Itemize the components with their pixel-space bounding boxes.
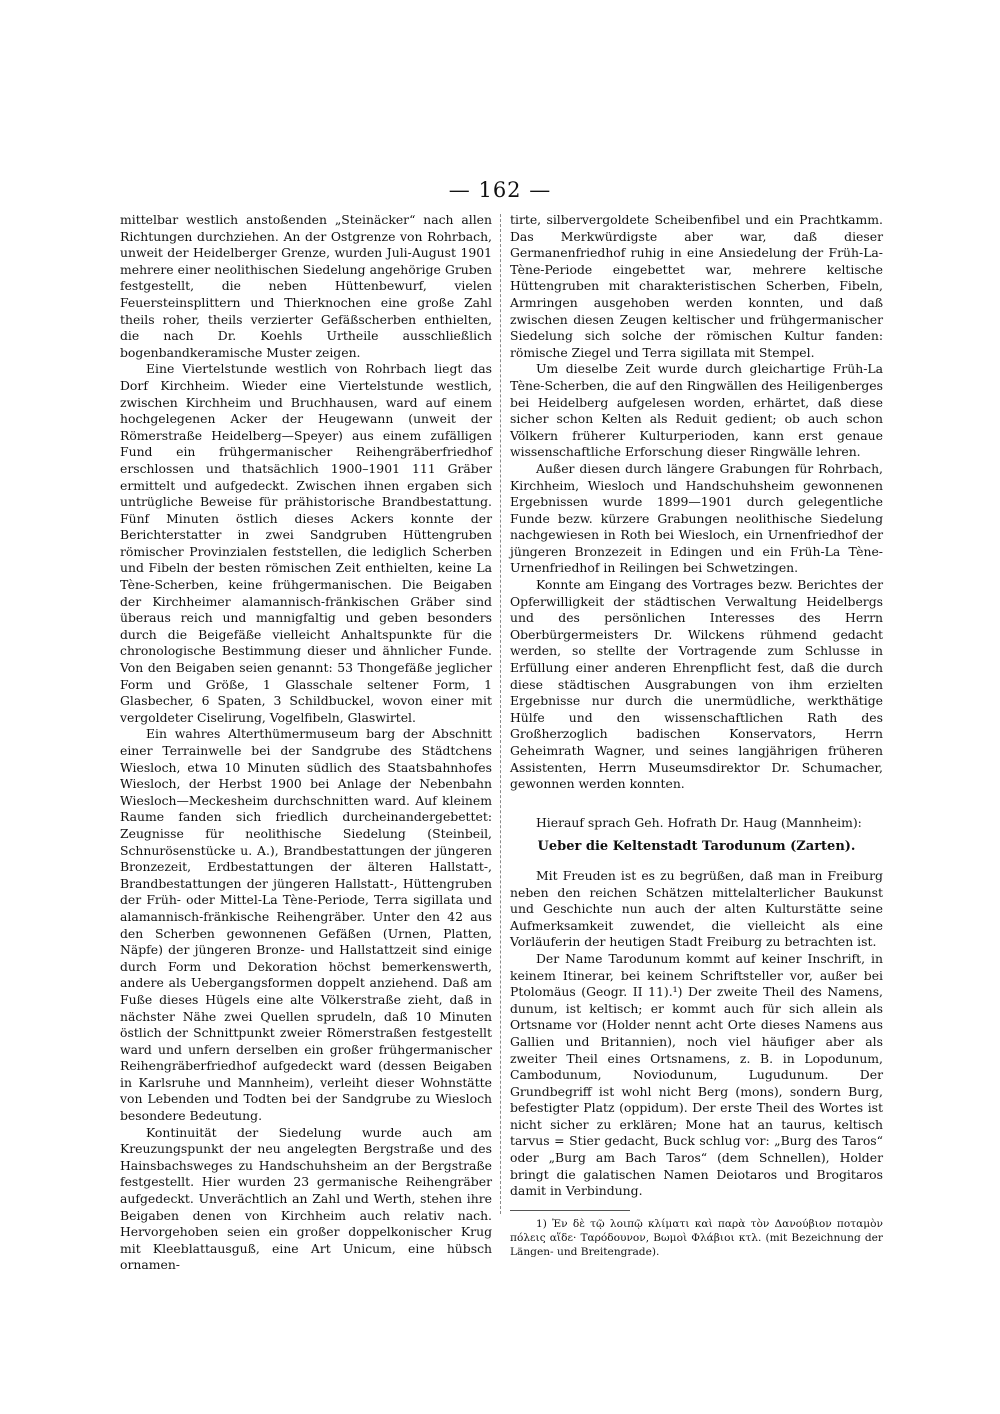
right-column [510, 212, 883, 1259]
paragraph: Um dieselbe Zeit wurde durch gleichartige Früh-La Tène-Scherben, die auf den Ringwällen des Heiligenberges bei Heidelberg aufgelesen worden, erhärtet, daß diese sicher schon Kelten als Reduit gedient; ob auch schon Völkern früherer Kulturperioden, kann erst genaue wissenschaftliche Erforschung dieser Ringwälle lehren. [510, 361, 883, 460]
paragraph: tirte, silbervergoldete Scheibenfibel und ein Prachtkamm. Das Merkwürdigste aber war, daß dieser Germanenfriedhof ruhig in eine Ansiedelung der Früh-La-Tène-Periode eingebettet war, mehrere keltische Hüttengruben mit charakteristischen Scherben, Fibeln, Armringen ausgehoben werden konnten, und daß zwischen diesen Zeugen keltischer und frühgermanischer Siedelung sich solche der römischen Kultur fanden: römische Ziegel und Terra sigillata mit Stempel. [510, 212, 883, 360]
left-column [120, 212, 492, 1274]
column-divider [500, 214, 501, 1214]
paragraph: mittelbar westlich anstoßenden „Steinäcker“ nach allen Richtungen durchziehen. An der Ostgrenze von Rohrbach, unweit der Heidelberger Grenze, wurden Juli-August 1901 mehrere einer neolithischen Siedelung angehörige Gruben festgestellt, die neben Hüttenbewurf, vielen Feuersteinsplittern und Thierknochen eine große Zahl theils roher, theils verzierter Gefäßscherben enthielten, die nach Dr. Koehls Urtheile ausschließlich bogenbandkeramische Muster zeigen. [120, 212, 492, 360]
section-heading: Ueber die Keltenstadt Tarodunum (Zarten). [537, 839, 856, 855]
footnote: 1) Ἐν δὲ τῷ λοιπῷ κλίματι καὶ παρὰ τὸν Δανούβιον ποταμὸν πόλεις αἵδε· Ταρόδουνον, Βωμοὶ Φλάβιοι κτλ. (mit Bezeichnung der Längen- und Breitengrade). [510, 1217, 883, 1258]
paragraph: Außer diesen durch längere Grabungen für Rohrbach, Kirchheim, Wiesloch und Handschuhsheim gewonnenen Ergebnissen wurde 1899—1901 durch gelegentliche Funde bezw. kürzere Grabungen neolithische Siedelung nachgewiesen in Roth bei Wiesloch, ein Urnenfriedhof der jüngeren Bronzezeit in Edingen und ein Früh-La Tène-Urnenfriedhof in Reilingen bei Schwetzingen. [510, 460, 883, 576]
paragraph: Der Name Tarodunum kommt auf keiner Inschrift, in keinem Itinerar, bei keinem Schriftsteller vor, außer bei Ptolomäus (Geogr. II 11).¹) Der zweite Theil des Namens, dunum, ist keltisch; er kommt auch für sich allein als Ortsname vor (Holder nennt acht Orte dieses Namens aus Gallien und Britannien), noch viel häufiger aber als zweiter Theil eines Ortsnamens, z. B. in Lopodunum, Cambodunum, Noviodunum, Lugudunum. Der Grundbegriff ist wohl nicht Berg (mons), sondern Burg, befestigter Platz (oppidum). Der erste Theil des Wortes ist nicht sicher zu erklären; Mone hat an taurus, keltisch tarvus = Stier gedacht, Buck schlug vor: „Burg des Taros“ oder „Burg am Bach Taros“ (dem Schnellen), Holder bringt die galatischen Namen Deiotaros und Brogitaros damit in Verbindung. [510, 950, 883, 1199]
paragraph: Eine Viertelstunde westlich von Rohrbach liegt das Dorf Kirchheim. Wieder eine Viertelstunde westlich, zwischen Kirchheim und Bruchhausen, ward auf einem hochgelegenen Acker der Heugewann (unweit der Römerstraße Heidelberg—Speyer) aus einem zufälligen Fund ein frühgermanischer Reihengräberfriedhof erschlossen und thatsächlich 1900–1901 111 Gräber ermittelt und aufgedeckt. Zwischen ihnen ergaben sich untrügliche Beweise für prähistorische Brandbestattung. Fünf Minuten östlich dieses Ackers konnte der Berichterstatter in zwei Sandgruben Hüttengruben römischer Provinzialen feststellen, die lediglich Scherben und Fibeln der besten römischen Zeit enthielten, keine La Tène-Scherben, keine frühgermanischen. Die Beigaben der Kirchheimer alamannisch-fränkischen Gräber sind überaus reich und mannigfaltig und geben besonders durch die Beigefäße vielleicht Anhaltspunkte für die chronologische Bestimmung dieser und ähnlicher Funde. Von den Beigaben seien genannt: 53 Thongefäße jeglicher Form und Größe, 1 Glasschale seltener Form, 1 Glasbecher, 6 Spaten, 3 Schildbuckel, wovon einer mit vergoldeter Ciselirung, Vogelfibeln, Glaswirtel. [120, 361, 492, 725]
paragraph: Mit Freuden ist es zu begrüßen, daß man in Freiburg neben den reichen Schätzen mittelalterlicher Baukunst und Geschichte nun auch der alten Kulturstätte seine Aufmerksamkeit zuwendet, die vielleicht als eine Vorläuferin der heutigen Stadt Freiburg zu betrachten ist. [510, 867, 883, 950]
paragraph: Konnte am Eingang des Vortrages bezw. Berichtes der Opferwilligkeit der städtischen Verwaltung Heidelbergs und des persönlichen Interesses des Herrn Oberbürgermeisters Dr. Wilckens rühmend gedacht werden, so stellte der Vortragende zum Schlusse in Erfüllung einer anderen Ehrenpflicht fest, daß die durch diese städtischen Ausgrabungen von ihm erzielten Ergebnisse nur durch die unermüdliche, werkthätige Hülfe und den wissenschaftlichen Rath des Großherzoglich badischen Konservators, Herrn Geheimrath Wagner, und seines langjährigen früheren Assistenten, Herrn Museumsdirektor Dr. Schumacher, gewonnen werden konnten. [510, 577, 883, 792]
footnote-rule [510, 1210, 630, 1211]
section-spacer [510, 793, 883, 815]
page-number: — 162 — [448, 178, 552, 202]
paragraph: Ein wahres Alterthümermuseum barg der Abschnitt einer Terrainwelle bei der Sandgrube des Städtchens Wiesloch, etwa 10 Minuten südlich des Staatsbahnhofes Wiesloch, der Herbst 1900 bei Anlage der Nebenbahn Wiesloch—Meckesheim durchschnitten ward. Auf kleinem Raume fanden sich friedlich durcheinandergebettet: Zeugnisse für neolithische Siedelung (Steinbeil, Schnurösenstücke u. A.), Brandbestattungen der jüngeren Bronzezeit, Erdbestattungen der älteren Hallstatt-, Brandbestattungen der jüngeren Hallstatt-, Hüttengruben der Früh- oder Mittel-La Tène-Periode, Terra sigillata und alamannisch-fränkische Reihengräber. Unter den 42 aus den Scherben gewonnenen Gefäßen (Urnen, Platten, Näpfe) der jüngeren Bronze- und Hallstattzeit sind einige durch Form und Dekoration höchst bemerkenswerth, andere als Uebergangsformen doppelt anziehend. Daß am Fuße dieses Hügels eine alte Völkerstraße zieht, daß in nächster Nähe zwei Quellen sprudeln, daß 10 Minuten östlich der Schnittpunkt zweier Römerstraßen festgestellt ward und unfern derselben ein großer frühgermanischer Reihengräberfriedhof aufgedeckt ward (dessen Beigaben in Karlsruhe und Mannheim), verleiht dieser Wohnstätte von Lebenden und Todten bei der Sandgrube zu Wiesloch besondere Bedeutung. [120, 726, 492, 1124]
speaker-line: Hierauf sprach Geh. Hofrath Dr. Haug (Mannheim): [536, 814, 862, 830]
paragraph: Kontinuität der Siedelung wurde auch am Kreuzungspunkt der neu angelegten Bergstraße und des Hainsbachsweges zu Handschuhsheim an der Bergstraße festgestellt. Hier wurden 23 germanische Reihengräber aufgedeckt. Unverächtlich an Zahl und Werth, stehen ihre Beigaben denen von Kirchheim auch relativ nach. Hervorgehoben seien ein großer doppelkonischer Krug mit Kleeblattausguß, eine Art Unicum, eine hübsch ornamen- [120, 1124, 492, 1273]
